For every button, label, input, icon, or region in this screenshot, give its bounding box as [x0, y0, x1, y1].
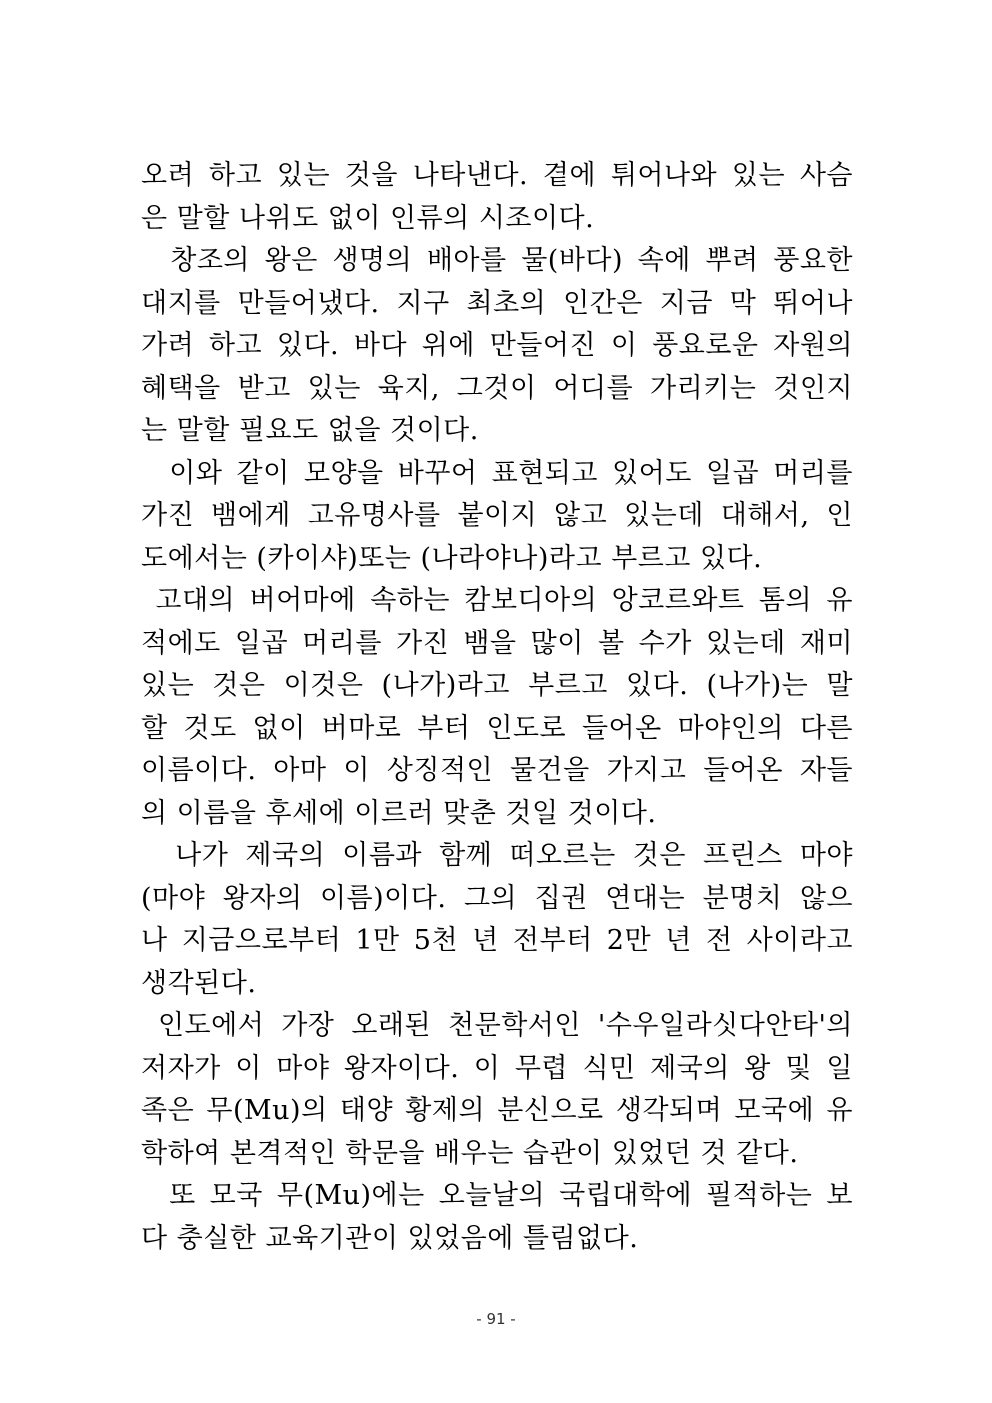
text-line: 이와 같이 모양을 바꾸어 표현되고 있어도 일곱 머리를 [141, 457, 853, 489]
text-line: 생각된다. [141, 967, 257, 999]
text-line: 혜택을 받고 있는 육지, 그것이 어디를 가리키는 것인지 [141, 372, 853, 404]
text-line: 인도에서 가장 오래된 천문학서인 '수우일라싯다안타'의 [141, 1010, 853, 1041]
text-line: 적에도 일곱 머리를 가진 뱀을 많이 볼 수가 있는데 재미 [141, 627, 853, 659]
text-line: 의 이름을 후세에 이르러 맞춘 것일 것이다. [141, 797, 657, 829]
text-line: 도에서는 (카이샤)또는 (나라야나)라고 부르고 있다. [141, 542, 763, 574]
text-line: 학하여 본격적인 학문을 배우는 습관이 있었던 것 같다. [141, 1137, 799, 1169]
text-line: 대지를 만들어냈다. 지구 최초의 인간은 지금 막 뛰어나 [141, 287, 853, 319]
text-line: 가진 뱀에게 고유명사를 붙이지 않고 있는데 대해서, 인 [141, 500, 853, 531]
text-line: (마야 왕자의 이름)이다. 그의 집권 연대는 분명치 않으 [141, 882, 853, 914]
text-line: 족은 무(Mu)의 태양 황제의 분신으로 생각되며 모국에 유 [141, 1095, 853, 1126]
page-number: - 91 - [476, 1310, 516, 1328]
text-line: 할 것도 없이 버마로 부터 인도로 들어온 마야인의 다른 [141, 712, 853, 744]
text-line: 는 말할 필요도 없을 것이다. [141, 415, 479, 446]
text-line: 고대의 버어마에 속하는 캄보디아의 앙코르와트 톰의 유 [141, 585, 853, 616]
text-line: 저자가 이 마야 왕자이다. 이 무렵 식민 제국의 왕 및 일 [141, 1052, 853, 1084]
text-line: 창조의 왕은 생명의 배아를 물(바다) 속에 뿌려 풍요한 [141, 245, 853, 276]
text-line: 나 지금으로부터 1만 5천 년 전부터 2만 년 전 사이라고 [141, 925, 853, 956]
text-line: 이름이다. 아마 이 상징적인 물건을 가지고 들어온 자들 [141, 755, 853, 786]
text-line: 은 말할 나위도 없이 인류의 시조이다. [141, 202, 595, 234]
text-line: 다 충실한 교육기관이 있었음에 틀림없다. [141, 1222, 639, 1254]
text-line: 또 모국 무(Mu)에는 오늘날의 국립대학에 필적하는 보 [141, 1180, 853, 1211]
text-line: 나가 제국의 이름과 함께 떠오르는 것은 프린스 마야 [141, 840, 853, 871]
body-text [141, 155, 853, 1260]
text-line: 오려 하고 있는 것을 나타낸다. 곁에 튀어나와 있는 사슴 [141, 160, 853, 191]
text-line: 있는 것은 이것은 (나가)라고 부르고 있다. (나가)는 말 [141, 670, 853, 701]
text-line: 가려 하고 있다. 바다 위에 만들어진 이 풍요로운 자원의 [141, 330, 853, 361]
